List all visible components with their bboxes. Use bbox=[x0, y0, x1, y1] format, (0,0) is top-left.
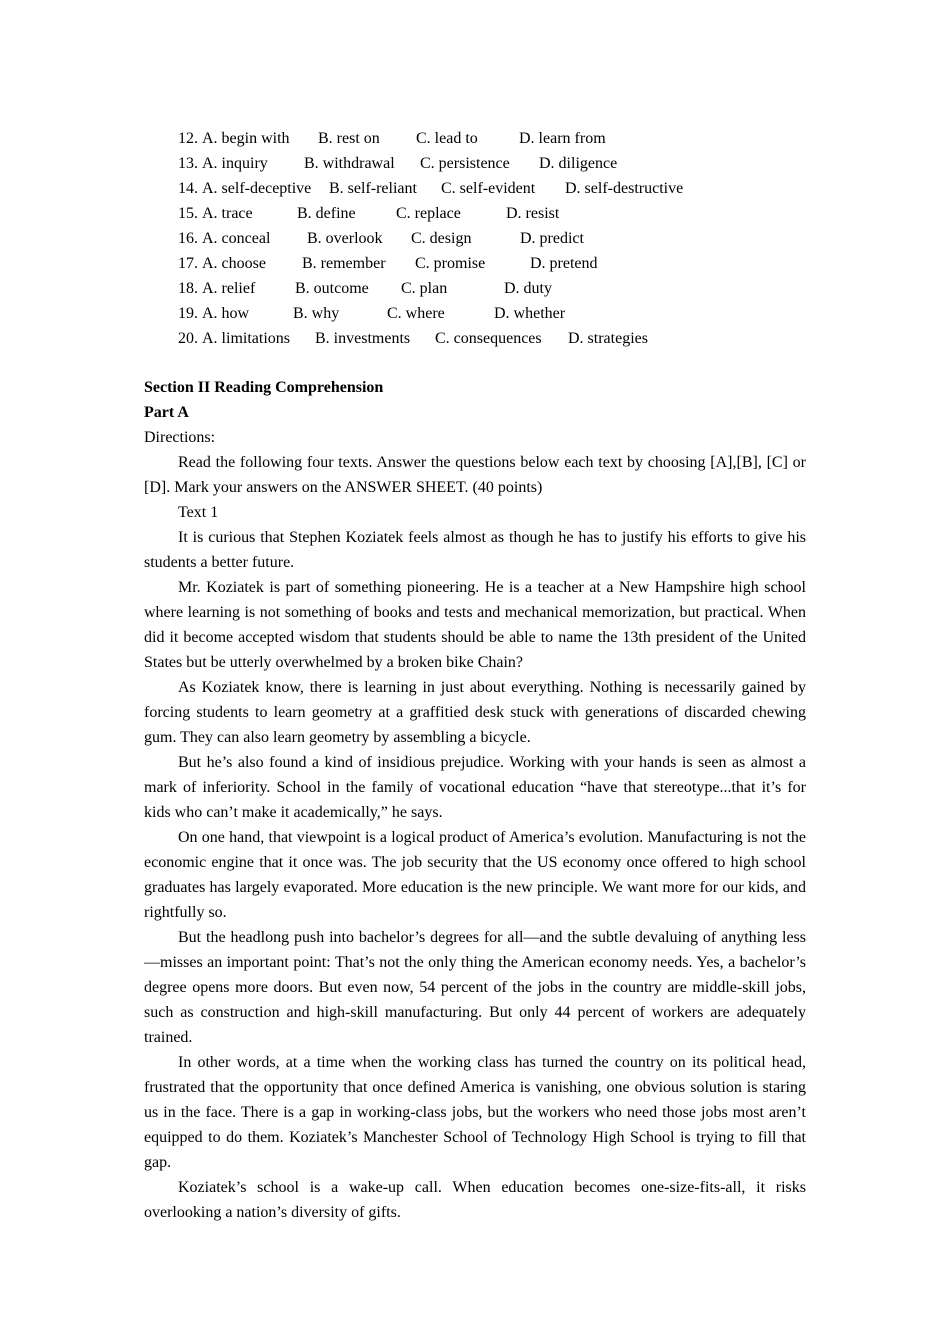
option-b: B. overlook bbox=[307, 230, 383, 247]
option-a: A. limitations bbox=[202, 330, 290, 347]
answer-options-list bbox=[178, 126, 683, 351]
paragraph-5: On one hand, that viewpoint is a logical product of America’s evolution. Manufacturing is not the economic engine that it once was. The job security that the US economy once offered to high school graduates has largely evaporated. More education is the new principle. We want more for our kids, and rightfully so. bbox=[144, 829, 806, 921]
option-d: D. duty bbox=[504, 280, 552, 297]
option-row-14 bbox=[178, 176, 683, 201]
question-number: 19. bbox=[178, 305, 198, 322]
option-b: B. outcome bbox=[295, 280, 369, 297]
option-a: A. trace bbox=[202, 205, 253, 222]
section-title: Section II Reading Comprehension bbox=[144, 379, 384, 396]
option-d: D. learn from bbox=[519, 130, 606, 147]
option-a: A. conceal bbox=[202, 230, 271, 247]
option-row-15 bbox=[178, 201, 683, 226]
option-c: C. persistence bbox=[420, 155, 510, 172]
paragraph-7: In other words, at a time when the working class has turned the country on its political head, frustrated that the opportunity that once defined America is vanishing, one obvious solution is staring us in the face. There is a gap in working-class jobs, but the workers who need those jobs most aren’t equipped to do them. Koziatek’s Manchester School of Technology High School is trying to fill that gap. bbox=[144, 1054, 806, 1171]
option-d: D. self-destructive bbox=[565, 180, 684, 197]
option-c: C. promise bbox=[415, 255, 486, 272]
option-b: B. remember bbox=[302, 255, 386, 272]
option-a: A. how bbox=[202, 305, 250, 322]
option-c: C. where bbox=[387, 305, 445, 322]
option-b: B. investments bbox=[315, 330, 411, 347]
option-b: B. self-reliant bbox=[329, 180, 417, 197]
reading-section bbox=[144, 375, 806, 1225]
option-c: C. design bbox=[411, 230, 472, 247]
option-b: B. withdrawal bbox=[304, 155, 395, 172]
question-number: 20. bbox=[178, 330, 198, 347]
option-row-18 bbox=[178, 276, 683, 301]
option-a: A. inquiry bbox=[202, 155, 268, 172]
directions-text: Read the following four texts. Answer the questions below each text by choosing [A],[B], [C] or [D]. Mark your answers on the ANSWER SHEET. (40 points) bbox=[144, 454, 806, 496]
option-c: C. lead to bbox=[416, 130, 478, 147]
option-row-12 bbox=[178, 126, 683, 151]
paragraph-3: As Koziatek know, there is learning in just about everything. Nothing is necessarily gained by forcing students to learn geometry at a graffitied desk stuck with generations of discarded chewing gum. They can also learn geometry by assembling a bicycle. bbox=[144, 679, 806, 746]
option-row-20 bbox=[178, 326, 683, 351]
question-number: 15. bbox=[178, 205, 198, 222]
question-number: 12. bbox=[178, 130, 198, 147]
option-a: A. choose bbox=[202, 255, 266, 272]
option-b: B. rest on bbox=[318, 130, 380, 147]
option-c: C. self-evident bbox=[441, 180, 536, 197]
question-number: 13. bbox=[178, 155, 198, 172]
option-c: C. consequences bbox=[435, 330, 542, 347]
paragraph-6: But the headlong push into bachelor’s degrees for all—and the subtle devaluing of anything less—misses an important point: That’s not the only thing the American economy needs. Yes, a bachelor’s degree opens more doors. But even now, 54 percent of the jobs in the country are middle-skill jobs, such as construction and high-skill manufacturing. But only 44 percent of workers are adequately trained. bbox=[144, 929, 806, 1046]
text-label: Text 1 bbox=[178, 504, 219, 521]
option-c: C. replace bbox=[396, 205, 461, 222]
option-d: D. predict bbox=[520, 230, 584, 247]
option-d: D. strategies bbox=[568, 330, 648, 347]
question-number: 16. bbox=[178, 230, 198, 247]
option-row-17 bbox=[178, 251, 683, 276]
question-number: 18. bbox=[178, 280, 198, 297]
part-title: Part A bbox=[144, 404, 189, 421]
option-d: D. whether bbox=[494, 305, 566, 322]
option-b: B. why bbox=[293, 305, 340, 322]
question-number: 14. bbox=[178, 180, 198, 197]
option-a: A. relief bbox=[202, 280, 256, 297]
option-row-13 bbox=[178, 151, 683, 176]
option-d: D. resist bbox=[506, 205, 560, 222]
option-c: C. plan bbox=[401, 280, 448, 297]
option-d: D. pretend bbox=[530, 255, 598, 272]
option-d: D. diligence bbox=[539, 155, 618, 172]
option-a: A. self-deceptive bbox=[202, 180, 312, 197]
option-row-16 bbox=[178, 226, 683, 251]
paragraph-2: Mr. Koziatek is part of something pioneering. He is a teacher at a New Hampshire high school where learning is not something of books and tests and mechanical memorization, but practical. When did it become accepted wisdom that students should be able to name the 13th president of the United States but be utterly overwhelmed by a broken bike Chain? bbox=[144, 579, 806, 671]
option-a: A. begin with bbox=[202, 130, 290, 147]
question-number: 17. bbox=[178, 255, 198, 272]
directions-label: Directions: bbox=[144, 429, 216, 446]
paragraph-1: It is curious that Stephen Koziatek feels almost as though he has to justify his efforts to give his students a better future. bbox=[144, 529, 806, 571]
option-row-19 bbox=[178, 301, 683, 326]
option-b: B. define bbox=[297, 205, 356, 222]
paragraph-8: Koziatek’s school is a wake-up call. When education becomes one-size-fits-all, it risks overlooking a nation’s diversity of gifts. bbox=[144, 1179, 806, 1221]
paragraph-4: But he’s also found a kind of insidious prejudice. Working with your hands is seen as almost a mark of inferiority. School in the family of vocational education “have that stereotype...that it’s for kids who can’t make it academically,” he says. bbox=[144, 754, 806, 821]
